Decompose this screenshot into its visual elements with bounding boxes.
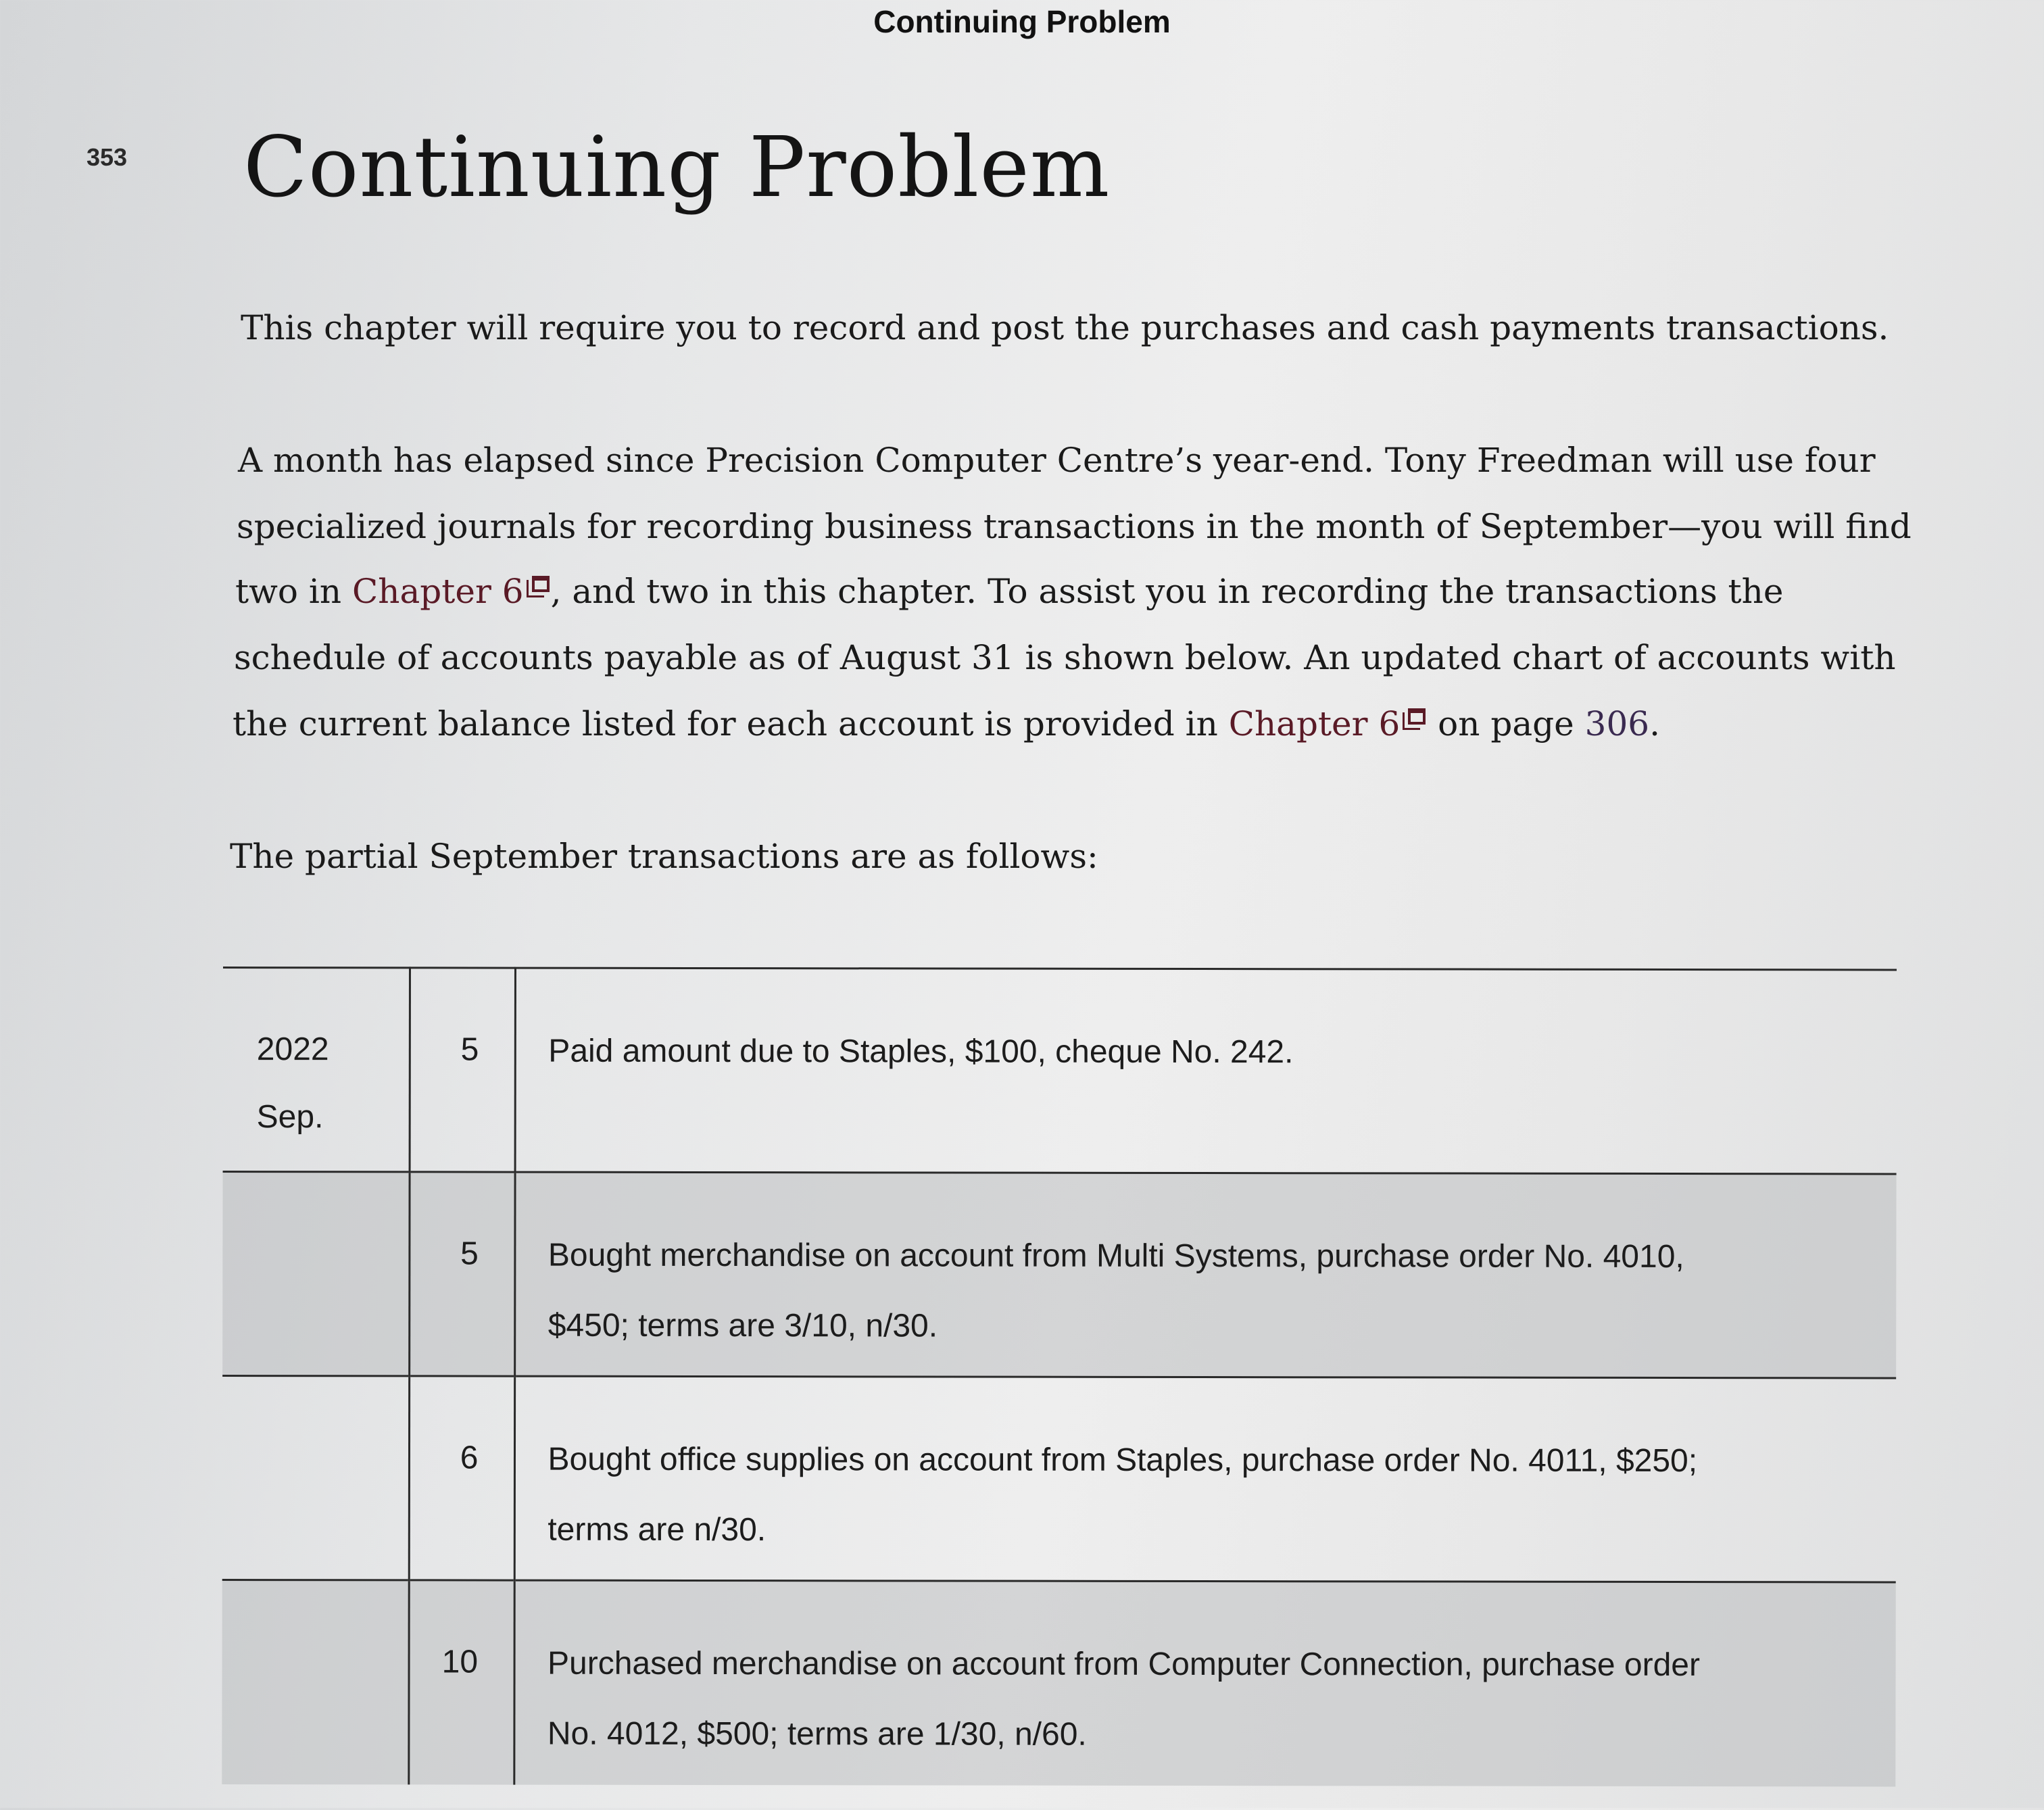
external-link-icon[interactable] bbox=[527, 576, 550, 599]
description-line: Bought office supplies on account from Staples, purchase order No. 4011, $250; bbox=[548, 1441, 1698, 1479]
chapter-6-link-2[interactable]: Chapter 6 bbox=[1228, 704, 1401, 743]
intro-paragraph: This chapter will require you to record and post the purchases and cash payments transactions. bbox=[241, 308, 1889, 347]
body-line-2: specialized journals for recording business transactions in the month of September—you will find bbox=[237, 507, 1912, 546]
body-line-1: A month has elapsed since Precision Computer Centre’s year-end. Tony Freedman will use four bbox=[238, 441, 1876, 480]
description-line: $450; terms are 3/10, n/30. bbox=[548, 1307, 938, 1344]
day-cell: 10 bbox=[408, 1580, 514, 1784]
description-line: Purchased merchandise on account from Computer Connection, purchase order bbox=[548, 1645, 1701, 1684]
description-line: terms are n/30. bbox=[548, 1511, 766, 1548]
external-link-icon[interactable] bbox=[1403, 708, 1426, 731]
body-line-4: schedule of accounts payable as of August 31 is shown below. An updated chart of accounts with bbox=[234, 638, 1896, 677]
chapter-6-link[interactable]: Chapter 6 bbox=[351, 572, 524, 611]
description-cell bbox=[515, 968, 1897, 1174]
body-line-3 bbox=[235, 572, 1783, 611]
description-line: No. 4012, $500; terms are 1/30, n/60. bbox=[547, 1715, 1087, 1753]
body-line-5-post: . bbox=[1649, 704, 1661, 743]
date-year-cell bbox=[222, 1171, 409, 1375]
date-year-cell bbox=[222, 1375, 409, 1580]
transactions-table bbox=[222, 967, 1897, 1810]
day-cell: 6 bbox=[409, 1376, 514, 1580]
page-number: 353 bbox=[87, 143, 128, 171]
page-title: Continuing Problem bbox=[243, 119, 1111, 216]
body-line-3-post: , and two in this chapter. To assist you in recording the transactions the bbox=[550, 572, 1784, 611]
page-306-link[interactable]: 306 bbox=[1584, 704, 1650, 743]
description-cell bbox=[514, 1580, 1895, 1786]
body-line-5-pre: the current balance listed for each account is provided in bbox=[233, 704, 1229, 743]
body-line-5 bbox=[233, 704, 1660, 743]
table-row bbox=[223, 968, 1897, 1174]
table-row bbox=[222, 1580, 1895, 1786]
table-row bbox=[222, 1171, 1896, 1377]
description-cell bbox=[514, 1172, 1896, 1378]
description-line: Bought merchandise on account from Multi Systems, purchase order No. 4010, bbox=[548, 1237, 1684, 1275]
transactions-table-grid bbox=[222, 967, 1897, 1786]
date-year-cell bbox=[222, 1580, 408, 1784]
description-line: Paid amount due to Staples, $100, cheque No. 242. bbox=[548, 1033, 1294, 1071]
day-cell: 5 bbox=[410, 968, 515, 1172]
body-line-3-pre: two in bbox=[235, 572, 352, 611]
body-line-5-mid: on page bbox=[1427, 704, 1585, 743]
year-label: 2022 bbox=[256, 1031, 329, 1068]
month-label: Sep. bbox=[256, 1099, 324, 1135]
header-title: Continuing Problem bbox=[873, 4, 1171, 39]
description-cell bbox=[514, 1376, 1896, 1582]
table-row bbox=[222, 1375, 1896, 1582]
transactions-intro: The partial September transactions are as follows: bbox=[230, 837, 1098, 876]
date-year-cell bbox=[223, 968, 410, 1172]
day-cell: 5 bbox=[409, 1172, 514, 1376]
